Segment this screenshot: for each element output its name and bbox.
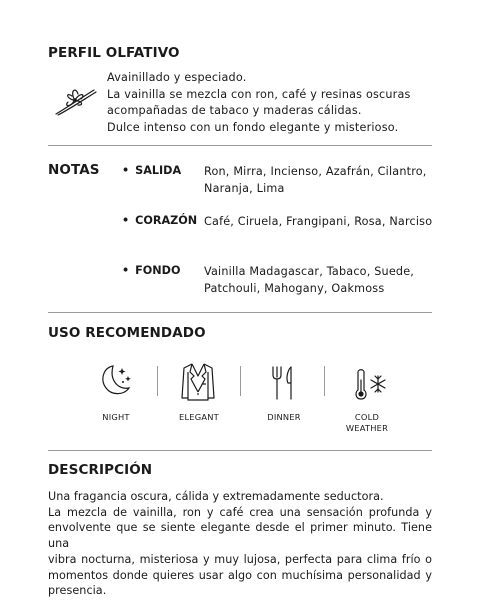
moon-stars-icon [97,363,135,399]
usage-heading: USO RECOMENDADO [48,325,206,341]
blazer-icon [180,362,216,402]
description-line: Una fragancia oscura, cálida y extremadamente seductora. [48,490,384,503]
description-line: presencia. [48,584,107,598]
note-line: Naranja, Lima [204,182,285,195]
notes-heading: NOTAS [48,162,100,178]
divider [48,450,432,451]
note-line: Vainilla Madagascar, Tabaco, Suede, [204,265,415,278]
description-line: momentos donde quieres usar algo con muchísima personalidad y [48,568,432,582]
vertical-divider [240,366,241,396]
usage-label-dinner [244,412,324,423]
profile-line: Avainillado y especiado. [107,71,247,84]
note-line: Patchouli, Mahogany, Oakmoss [204,282,385,295]
vertical-divider [324,366,325,396]
vanilla-flower-icon [54,86,98,116]
usage-label-line: NIGHT [102,412,130,422]
usage-label-line: ELEGANT [179,412,219,422]
note-line: Café, Ciruela, Frangipani, Rosa, Narciso [204,215,433,228]
usage-label-night [76,412,156,423]
usage-label-line: DINNER [267,412,301,422]
profile-line: Dulce intenso con un fondo elegante y misterioso. [107,120,399,134]
thermometer-snowflake-icon [352,368,390,402]
description-line: La mezcla de vainilla, ron y café crea una sensación profunda y [48,505,432,519]
fork-knife-icon [271,365,297,401]
note-label-fondo: • FONDO [122,264,180,277]
note-label-salida: • SALIDA [122,164,181,177]
divider [48,312,432,313]
usage-label-cold-weather [327,412,407,434]
usage-label-line: WEATHER [345,423,389,433]
note-value-fondo [204,263,439,297]
description-heading: DESCRIPCIÓN [48,462,153,478]
vertical-divider [157,366,158,396]
profile-line: acompañadas de tabaco y maderas cálidas. [107,104,362,117]
divider [48,145,432,146]
profile-heading: PERFIL OLFATIVO [48,45,180,61]
profile-description [107,70,411,136]
usage-label-elegant [159,412,239,423]
description-line: envolvente que se siente elegante desde el primer minuto. Tiene una [48,521,432,551]
note-value-salida [204,163,439,197]
description-body [48,489,432,599]
profile-line: La vainilla se mezcla con ron, café y resinas oscuras [107,87,411,101]
description-line: vibra nocturna, misteriosa y muy lujosa, perfecta para clima frío o [48,552,432,566]
usage-label-line: COLD [354,412,380,422]
note-label-corazon: • CORAZÓN [122,214,197,227]
note-line: Ron, Mirra, Incienso, Azafrán, Cilantro, [204,165,427,178]
note-value-corazon [204,213,439,230]
